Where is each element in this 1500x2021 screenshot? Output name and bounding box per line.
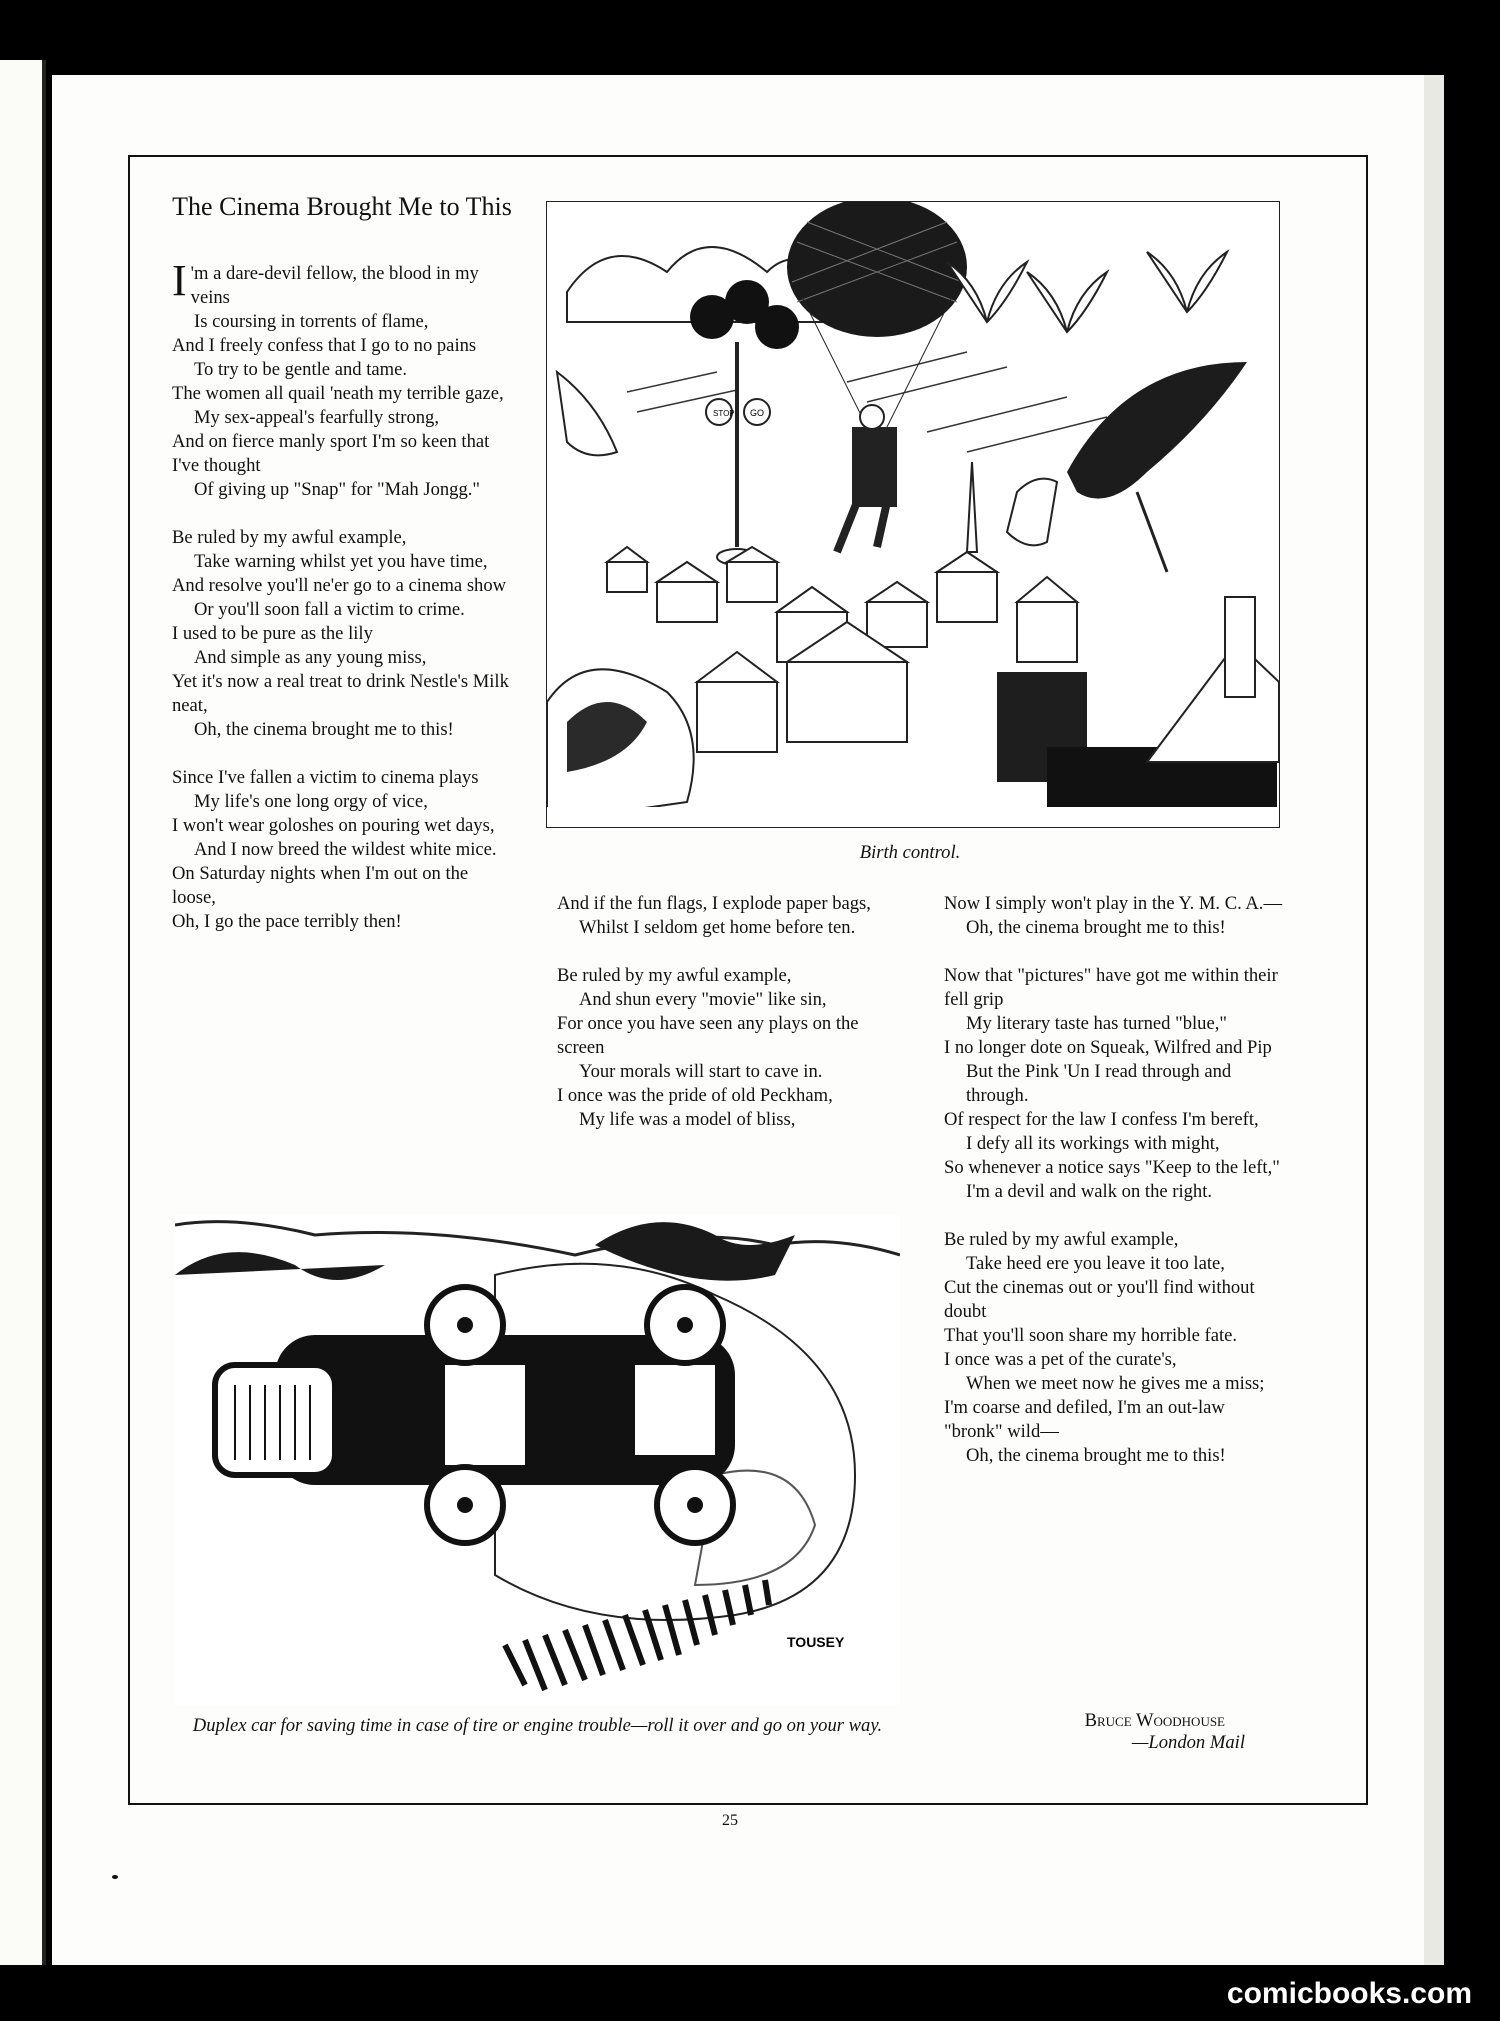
poem-line: On Saturday nights when I'm out on the loose, [172, 863, 469, 908]
balloon-storks-drawing [547, 202, 1279, 827]
poem-line: And shun every "movie" like sin, [579, 989, 827, 1010]
poem-line: Oh, the cinema brought me to this! [966, 917, 1226, 938]
duplex-car-drawing [175, 1215, 900, 1705]
poem-line: To try to be gentle and tame. [194, 359, 407, 380]
poem-line: Of giving up "Snap" for "Mah Jongg." [194, 479, 481, 500]
poem-line: My life's one long orgy of vice, [194, 791, 428, 812]
poem-line: Cut the cinemas out or you'll find without doubt [944, 1277, 1255, 1322]
poem-line: I no longer dote on Squeak, Wilfred and Pip [944, 1037, 1272, 1058]
poem-line: Take warning whilst yet you have time, [194, 551, 488, 572]
poem-line: I won't wear goloshes on pouring wet days, [172, 815, 495, 836]
page-shadow-edge [1424, 75, 1444, 1965]
poem-line: Oh, the cinema brought me to this! [194, 719, 454, 740]
poem-line: My literary taste has turned "blue," [966, 1013, 1227, 1034]
adjacent-page-edge [0, 60, 46, 1965]
drop-cap-letter: I [172, 256, 187, 305]
page-number: 25 [722, 1812, 738, 1829]
birth-control-illustration [546, 201, 1280, 828]
poem-line: I once was the pride of old Peckham, [557, 1085, 833, 1106]
duplex-car-caption: Duplex car for saving time in case of tire or engine trouble—roll it over and go on your way. [192, 1715, 883, 1736]
poem-column-3 [944, 892, 1288, 1468]
stanza-gap [944, 940, 1288, 964]
stop-sign-text: STOP [713, 409, 735, 418]
poem-line: And on fierce manly sport I'm so keen that I've thought [172, 431, 490, 476]
artist-signature: TOUSEY [787, 1634, 845, 1650]
speck-mark [112, 1875, 118, 1879]
stanza-gap [944, 1204, 1288, 1228]
go-sign-text: GO [750, 408, 765, 418]
poem-line: For once you have seen any plays on the screen [557, 1013, 859, 1058]
poem-line: Be ruled by my awful example, [172, 527, 407, 548]
poem-line: That you'll soon share my horrible fate. [944, 1325, 1238, 1346]
poem-line: My sex-appeal's fearfully strong, [194, 407, 439, 428]
poem-title: The Cinema Brought Me to This [172, 192, 512, 221]
poem-line: Since I've fallen a victim to cinema plays [172, 767, 479, 788]
poem-line: Of respect for the law I confess I'm bereft, [944, 1109, 1259, 1130]
poem-line: I defy all its workings with might, [966, 1133, 1220, 1154]
poem-line: I once was a pet of the curate's, [944, 1349, 1177, 1370]
poem-line: Or you'll soon fall a victim to crime. [194, 599, 465, 620]
poem-line-text: 'm a dare-devil fellow, the blood in my veins [190, 263, 479, 308]
poem-column-2 [557, 892, 901, 1132]
poem-line: And if the fun flags, I explode paper bags, [557, 893, 871, 914]
source-publication: —London Mail [1131, 1732, 1245, 1753]
birth-control-caption: Birth control. [859, 842, 961, 863]
stanza-gap [172, 502, 516, 526]
poem-line: So whenever a notice says "Keep to the left," [944, 1157, 1280, 1178]
poem-line: Take heed ere you leave it too late, [966, 1253, 1225, 1274]
poem-line: Oh, the cinema brought me to this! [966, 1445, 1226, 1466]
poem-line: Is coursing in torrents of flame, [194, 311, 429, 332]
poem-line [172, 256, 516, 310]
poem-line: And resolve you'll ne'er go to a cinema show [172, 575, 507, 596]
poem-line: I'm coarse and defiled, I'm an out-law "bronk" wild— [944, 1397, 1225, 1442]
watermark: comicbooks.com [1226, 1977, 1472, 2010]
poem-line: Be ruled by my awful example, [557, 965, 792, 986]
stanza-gap [172, 742, 516, 766]
poem-line: I'm a devil and walk on the right. [966, 1181, 1213, 1202]
poem-line: My life was a model of bliss, [579, 1109, 796, 1130]
poem-line: Now I simply won't play in the Y. M. C. A.— [944, 893, 1283, 914]
author-credit [970, 1710, 1245, 1754]
poem-line: Now that "pictures" have got me within their fell grip [944, 965, 1278, 1010]
poem-line: I used to be pure as the lily [172, 623, 373, 644]
poem-line: Yet it's now a real treat to drink Nestle's Milk neat, [172, 671, 509, 716]
poem-column-1 [172, 256, 516, 934]
poem-line: And I now breed the wildest white mice. [194, 839, 497, 860]
poem-line: Whilst I seldom get home before ten. [579, 917, 856, 938]
poem-line: Your morals will start to cave in. [579, 1061, 823, 1082]
poem-line: Be ruled by my awful example, [944, 1229, 1179, 1250]
stanza-gap [557, 940, 901, 964]
duplex-car-illustration [175, 1215, 900, 1705]
poem-line: But the Pink 'Un I read through and through. [966, 1061, 1232, 1106]
poem-line: And simple as any young miss, [194, 647, 427, 668]
poem-line: The women all quail 'neath my terrible gaze, [172, 383, 504, 404]
poem-line: And I freely confess that I go to no pains [172, 335, 477, 356]
poem-line: Oh, I go the pace terribly then! [172, 911, 402, 932]
author-name: Bruce Woodhouse [1084, 1710, 1225, 1731]
poem-line: When we meet now he gives me a miss; [966, 1373, 1265, 1394]
